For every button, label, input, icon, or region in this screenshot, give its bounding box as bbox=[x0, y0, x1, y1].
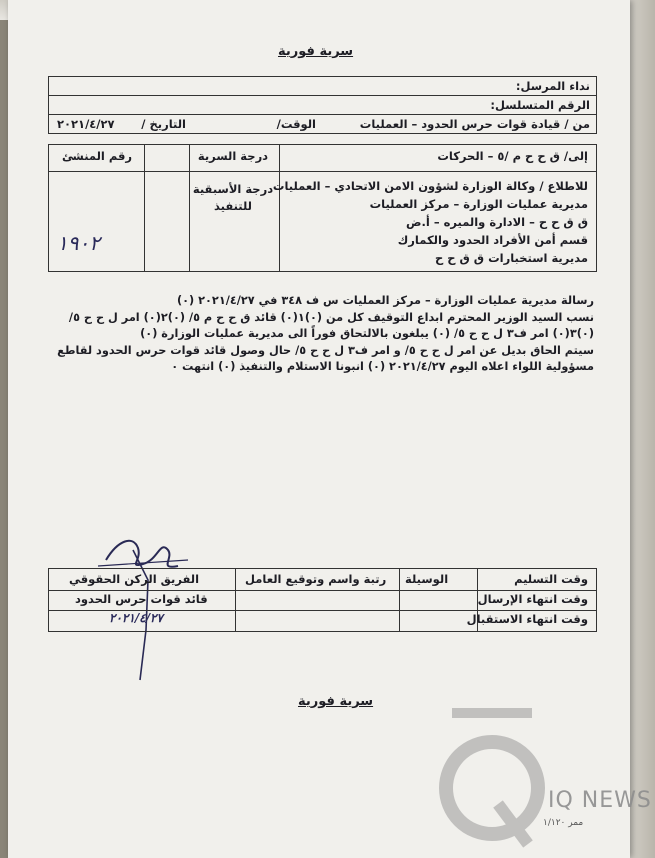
date-value: ٢٠٢١/٤/٢٧ bbox=[57, 117, 115, 131]
signatory-rank: الفريق الركن الحقوقي bbox=[69, 572, 200, 586]
signatory-date: ٢٠٢١/٤/٢٧ bbox=[109, 611, 163, 625]
classification-bottom: سرية فورية bbox=[298, 694, 374, 709]
delivery-time-label: وقت التسليم bbox=[514, 572, 588, 586]
message-body bbox=[54, 293, 594, 376]
from-row bbox=[49, 115, 596, 133]
body-line: سيتم الحاق بديل عن امر ل ح ح ٥/ و امر ف٣ ل ح ح ٥/ حال وصول قائد قوات حرس الحدود لقاطع bbox=[57, 343, 594, 357]
originator-number-label: رقم المنشئ bbox=[61, 149, 133, 163]
priority-label: درجة الأسبقية للتنفيذ bbox=[192, 182, 274, 213]
footer-note: ممر ١/١٢٠ bbox=[543, 818, 584, 828]
body-line: مسؤولية اللواء اعلاه اليوم ٢٠٢١/٤/٢٧ (٠) انبونا الاستلام والتنفيذ (٠) انتهت ٠ bbox=[171, 360, 594, 373]
date-label: التاريخ / bbox=[141, 117, 186, 131]
call-sign-row bbox=[49, 77, 596, 96]
to-label: إلى/ ق ح ح م /٥ – الحركات bbox=[437, 149, 588, 163]
routing-table bbox=[48, 144, 597, 272]
body-line: نسب السيد الوزير المحترم ابداع التوقيف كل من (٠)١(٠) قائد ق ح ح م ٥/ (٠)٢(٠) امر ل ح ح ٥/ bbox=[68, 310, 594, 324]
grid-divider bbox=[279, 145, 280, 271]
officer-label: رتبة واسم وتوقيع العامل bbox=[245, 572, 387, 586]
watermark-text: IQ NEWS bbox=[548, 788, 652, 813]
table-divider bbox=[49, 590, 596, 591]
info-label: للاطلاع / وكالة الوزارة لشؤون الامن الاتحادي – العمليات bbox=[272, 179, 588, 193]
means-label: الوسيلة bbox=[405, 572, 449, 586]
info-line: مديرية عمليات الوزارة – مركز العمليات bbox=[369, 197, 588, 211]
table-divider bbox=[235, 569, 236, 631]
grid-divider bbox=[49, 171, 596, 172]
time-label: الوقت/ bbox=[276, 117, 316, 131]
body-line: (٠)٣(٠) امر ف٣ ل ح ح ٥/ (٠) يبلغون بالالتحاق فوراً الى مديرية عمليات الوزارة (٠) bbox=[140, 327, 594, 340]
header-table bbox=[48, 76, 597, 134]
info-line: قسم أمن الأفراد الحدود والكمارك bbox=[397, 233, 588, 247]
serial-row bbox=[49, 96, 596, 115]
grid-divider bbox=[189, 145, 190, 271]
signatory-title: قائد قوات حرس الحدود bbox=[75, 592, 208, 606]
classification-top: سرية فورية bbox=[278, 44, 354, 59]
info-line: ق ق ح ح – الادارة والميره – أ.ض bbox=[406, 215, 588, 229]
serial-label: الرقم المتسلسل: bbox=[490, 98, 590, 112]
call-sign-label: نداء المرسل: bbox=[515, 79, 590, 93]
classification-degree-label: درجة السرية bbox=[197, 149, 269, 163]
watermark-logo-icon bbox=[428, 708, 548, 848]
originator-number-value: ١٩٠٢ bbox=[57, 231, 100, 255]
info-line: مديرية استخبارات ق ق ح ح bbox=[434, 251, 588, 265]
body-line: رسالة مديرية عمليات الوزارة – مركز العمليات س ف ٣٤٨ في ٢٠٢١/٤/٢٧ (٠) bbox=[176, 294, 594, 307]
receive-end-label: وقت انتهاء الاستقبال bbox=[466, 612, 588, 626]
table-divider bbox=[399, 569, 400, 631]
from-label: من / قيادة قوات حرس الحدود – العمليات bbox=[359, 117, 590, 131]
send-end-label: وقت انتهاء الإرسال bbox=[477, 592, 588, 606]
delivery-table bbox=[48, 568, 597, 632]
grid-divider bbox=[144, 145, 145, 271]
